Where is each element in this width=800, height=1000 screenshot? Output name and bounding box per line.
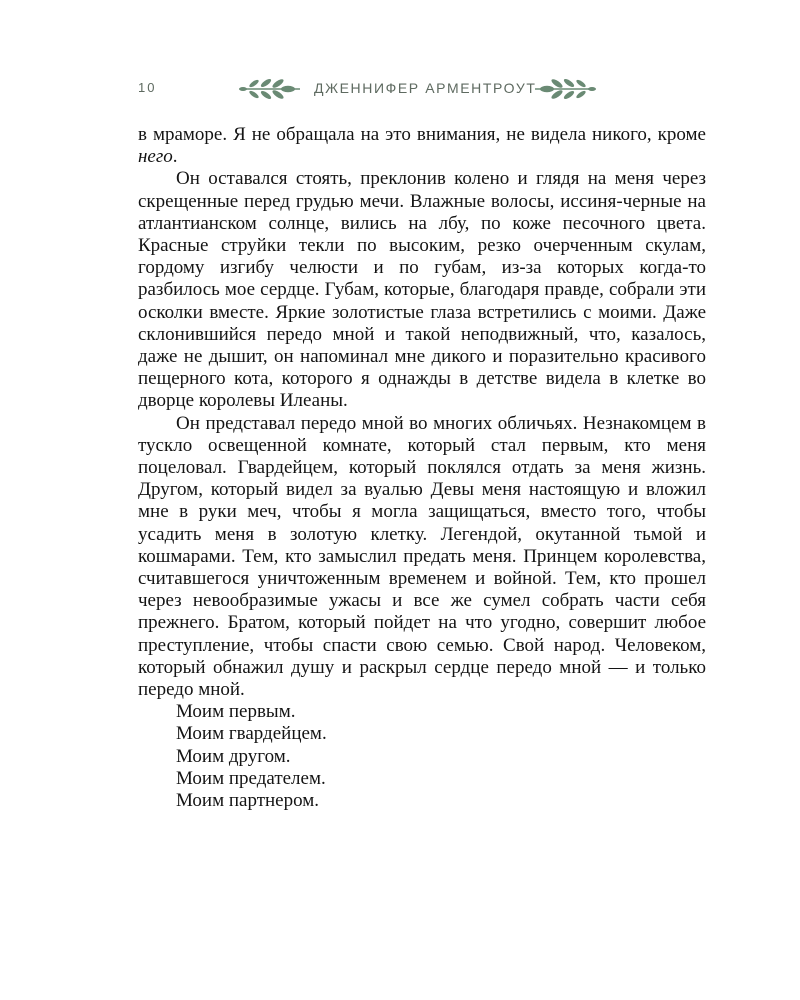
emphasis: него — [138, 146, 173, 168]
paragraph-1: в мраморе. Я не обращала на это внимания, не видела никого, кроме него. — [138, 124, 706, 168]
short-line: Моим другом. — [176, 745, 291, 767]
body-text — [138, 124, 706, 812]
paragraph-2: Он оставался стоять, преклонив колено и глядя на меня через скрещенные перед грудью мечи. Влажные волосы, иссиня-черные на атлантианском солнце, вились на лбу, по коже песочного цвета. Красные струйки текли по высоким, резко очерченным скулам, гордому изгибу челюсти и по губам, из-за которых когда-то разбилось мое сердце. Губам, которые, благодаря правде, собрали эти осколки вместе. Яркие золотистые глаза встретились с моими. Даже склонившийся передо мной и такой неподвижный, что, казалось, даже не дышит, он напоминал мне дикого и поразительно красивого пещерного кота, которого я однажды в детстве видела в клетке во дворце королевы Илеаны. — [138, 168, 706, 412]
running-head-author: ДЖЕННИФЕР АРМЕНТРОУТ — [314, 80, 537, 96]
short-line: Моим первым. — [176, 701, 296, 723]
running-header — [138, 72, 610, 108]
laurel-branch-right-icon — [531, 76, 597, 106]
short-line: Моим предателем. — [176, 767, 326, 789]
laurel-branch-left-icon — [238, 76, 304, 106]
short-line: Моим гвардейцем. — [176, 723, 327, 745]
page-number: 10 — [138, 80, 157, 95]
short-line: Моим партнером. — [176, 790, 320, 812]
paragraph-3: Он представал передо мной во многих обличьях. Незнакомцем в тускло освещенной комнате, который стал первым, кто меня поцеловал. Гвардейцем, который поклялся отдать за меня жизнь. Другом, который видел за вуалью Девы меня настоящую и вложил мне в руки меч, чтобы я могла защищаться, вместо того, чтобы усадить меня в золотую клетку. Легендой, окутанной тьмой и кошмарами. Тем, кто замыслил предать меня. Принцем королевства, считавшегося уничтоженным временем и войной. Тем, кто прошел через невообразимые ужасы и все же сумел собрать части себя прежнего. Братом, который пойдет на что угодно, совершит любое преступление, чтобы спасти свою семью. Свой народ. Человеком, который обнажил душу и раскрыл сердце передо мной — и только передо мной. — [138, 412, 706, 701]
